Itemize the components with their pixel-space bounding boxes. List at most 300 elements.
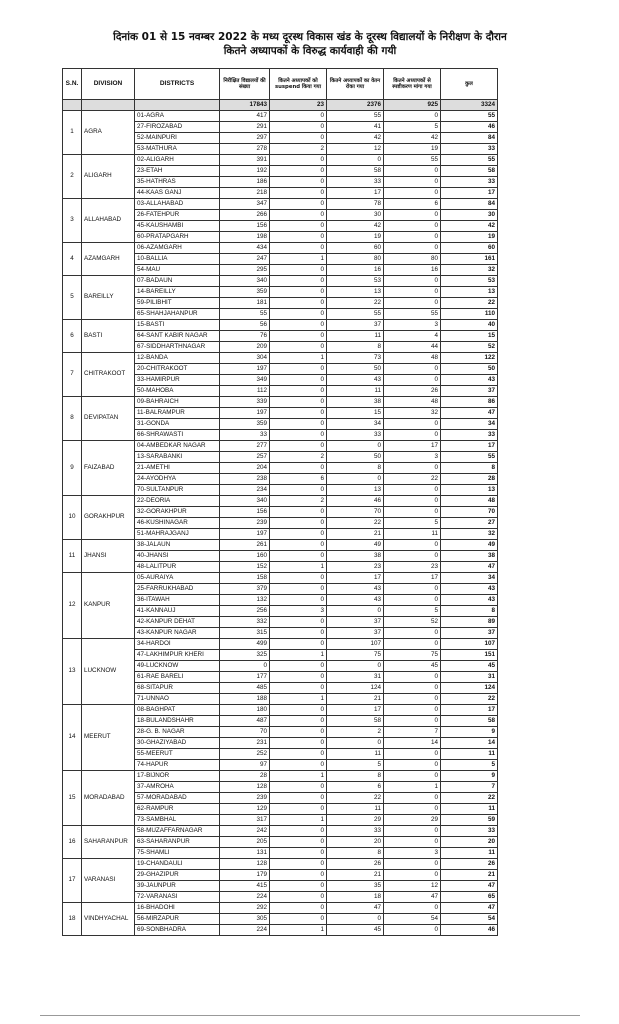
inspected-count: 295: [220, 265, 270, 276]
suspended-count: 0: [270, 463, 327, 474]
inspected-count: 257: [220, 452, 270, 463]
salary-stopped-count: 41: [327, 122, 384, 133]
inspected-count: 128: [220, 859, 270, 870]
row-total: 31: [441, 672, 498, 683]
inspected-count: 204: [220, 463, 270, 474]
table-row: [63, 496, 498, 507]
salary-stopped-count: 33: [327, 177, 384, 188]
district-name: 20-CHITRAKOOT: [135, 364, 220, 375]
table-row: [63, 771, 498, 782]
district-name: 42-KANPUR DEHAT: [135, 617, 220, 628]
explanation-count: 0: [384, 639, 441, 650]
suspended-count: 0: [270, 232, 327, 243]
inspected-count: 160: [220, 551, 270, 562]
district-name: 43-KANPUR NAGAR: [135, 628, 220, 639]
row-total: 13: [441, 287, 498, 298]
district-name: 17-BIJNOR: [135, 771, 220, 782]
salary-stopped-count: 0: [327, 738, 384, 749]
division-name: ALLAHABAD: [82, 199, 135, 243]
suspended-count: 0: [270, 782, 327, 793]
division-name: AZAMGARH: [82, 243, 135, 276]
district-name: 41-KANNAUJ: [135, 606, 220, 617]
suspended-count: 0: [270, 155, 327, 166]
row-total: 33: [441, 177, 498, 188]
suspended-count: 0: [270, 870, 327, 881]
row-total: 107: [441, 639, 498, 650]
suspended-count: 0: [270, 705, 327, 716]
suspended-count: 0: [270, 672, 327, 683]
inspected-count: 156: [220, 507, 270, 518]
suspended-count: 0: [270, 881, 327, 892]
explanation-count: 32: [384, 408, 441, 419]
inspected-count: 340: [220, 496, 270, 507]
division-name: ALIGARH: [82, 155, 135, 199]
inspected-count: 315: [220, 628, 270, 639]
division-sn: 7: [63, 353, 82, 397]
row-total: 21: [441, 870, 498, 881]
district-name: 45-KAUSHAMBI: [135, 221, 220, 232]
division-name: BASTI: [82, 320, 135, 353]
division-name: VARANASI: [82, 859, 135, 903]
salary-stopped-count: 19: [327, 232, 384, 243]
explanation-count: 0: [384, 210, 441, 221]
header-suspended: कितने अध्यापकों को suspend किया गया: [270, 69, 327, 100]
suspended-count: 0: [270, 276, 327, 287]
division-sn: 18: [63, 903, 82, 936]
suspended-count: 1: [270, 562, 327, 573]
explanation-count: 0: [384, 584, 441, 595]
table-row: [63, 353, 498, 364]
suspended-count: 0: [270, 298, 327, 309]
inspected-count: 278: [220, 144, 270, 155]
district-name: 33-HAMIRPUR: [135, 375, 220, 386]
explanation-count: 23: [384, 562, 441, 573]
salary-stopped-count: 38: [327, 397, 384, 408]
inspected-count: 158: [220, 573, 270, 584]
district-name: 74-HAPUR: [135, 760, 220, 771]
explanation-count: 0: [384, 166, 441, 177]
explanation-count: 0: [384, 221, 441, 232]
salary-stopped-count: 0: [327, 155, 384, 166]
explanation-count: 3: [384, 452, 441, 463]
row-total: 58: [441, 166, 498, 177]
row-total: 70: [441, 507, 498, 518]
row-total: 34: [441, 419, 498, 430]
explanation-count: 0: [384, 760, 441, 771]
row-total: 59: [441, 815, 498, 826]
inspection-table: [62, 68, 498, 936]
district-name: 04-AMBEDKAR NAGAR: [135, 441, 220, 452]
suspended-count: 0: [270, 507, 327, 518]
division-sn: 12: [63, 573, 82, 639]
inspected-count: 177: [220, 672, 270, 683]
suspended-count: 0: [270, 551, 327, 562]
division-sn: 3: [63, 199, 82, 243]
salary-stopped-count: 13: [327, 485, 384, 496]
division-sn: 11: [63, 540, 82, 573]
inspected-count: 97: [220, 760, 270, 771]
district-name: 18-BULANDSHAHR: [135, 716, 220, 727]
row-total: 43: [441, 584, 498, 595]
explanation-count: 42: [384, 133, 441, 144]
inspected-count: 391: [220, 155, 270, 166]
explanation-count: 0: [384, 496, 441, 507]
suspended-count: 0: [270, 760, 327, 771]
inspected-count: 209: [220, 342, 270, 353]
division-sn: 2: [63, 155, 82, 199]
table-body: [63, 111, 498, 936]
row-total: 17: [441, 705, 498, 716]
suspended-count: 0: [270, 617, 327, 628]
inspected-count: 131: [220, 848, 270, 859]
district-name: 51-MAHRAJGANJ: [135, 529, 220, 540]
district-name: 70-SULTANPUR: [135, 485, 220, 496]
inspected-count: 132: [220, 595, 270, 606]
header-sn: S.N.: [63, 69, 82, 100]
inspected-count: 234: [220, 485, 270, 496]
inspected-count: 347: [220, 199, 270, 210]
division-name: LUCKNOW: [82, 639, 135, 705]
salary-stopped-count: 26: [327, 859, 384, 870]
district-name: 61-RAE BARELI: [135, 672, 220, 683]
explanation-count: 80: [384, 254, 441, 265]
row-total: 49: [441, 540, 498, 551]
suspended-count: 0: [270, 331, 327, 342]
suspended-count: 0: [270, 628, 327, 639]
inspected-count: 292: [220, 903, 270, 914]
salary-stopped-count: 38: [327, 551, 384, 562]
inspected-count: 152: [220, 562, 270, 573]
table-row: [63, 441, 498, 452]
salary-stopped-count: 6: [327, 782, 384, 793]
suspended-count: 0: [270, 364, 327, 375]
explanation-count: 3: [384, 320, 441, 331]
salary-stopped-count: 33: [327, 826, 384, 837]
salary-stopped-count: 0: [327, 914, 384, 925]
explanation-count: 54: [384, 914, 441, 925]
table-row: [63, 199, 498, 210]
explanation-count: 7: [384, 727, 441, 738]
explanation-count: 0: [384, 925, 441, 936]
row-total: 37: [441, 386, 498, 397]
explanation-count: 0: [384, 276, 441, 287]
salary-stopped-count: 11: [327, 804, 384, 815]
table-row: [63, 540, 498, 551]
district-name: 47-LAKHIMPUR KHERI: [135, 650, 220, 661]
suspended-count: 0: [270, 287, 327, 298]
suspended-count: 2: [270, 452, 327, 463]
district-name: 25-FARRUKHABAD: [135, 584, 220, 595]
row-total: 33: [441, 826, 498, 837]
table-row: [63, 276, 498, 287]
suspended-count: 0: [270, 793, 327, 804]
explanation-count: 12: [384, 881, 441, 892]
inspected-count: 252: [220, 749, 270, 760]
inspected-count: 0: [220, 661, 270, 672]
row-total: 47: [441, 881, 498, 892]
suspended-count: 0: [270, 727, 327, 738]
explanation-count: 0: [384, 375, 441, 386]
district-name: 72-VARANASI: [135, 892, 220, 903]
row-total: 55: [441, 452, 498, 463]
explanation-count: 0: [384, 540, 441, 551]
row-total: 43: [441, 375, 498, 386]
row-total: 22: [441, 298, 498, 309]
district-name: 60-PRATAPGARH: [135, 232, 220, 243]
district-name: 50-MAHOBA: [135, 386, 220, 397]
suspended-count: 0: [270, 221, 327, 232]
suspended-count: 0: [270, 188, 327, 199]
division-name: VINDHYACHAL: [82, 903, 135, 936]
district-name: 23-ETAH: [135, 166, 220, 177]
salary-stopped-count: 78: [327, 199, 384, 210]
district-name: 55-MEERUT: [135, 749, 220, 760]
district-name: 37-AMROHA: [135, 782, 220, 793]
row-total: 37: [441, 628, 498, 639]
table-row: [63, 705, 498, 716]
division-name: SAHARANPUR: [82, 826, 135, 859]
district-name: 53-MATHURA: [135, 144, 220, 155]
explanation-count: 0: [384, 771, 441, 782]
district-name: 58-MUZAFFARNAGAR: [135, 826, 220, 837]
district-name: 26-FATEHPUR: [135, 210, 220, 221]
inspected-count: 261: [220, 540, 270, 551]
division-name: FAIZABAD: [82, 441, 135, 496]
suspended-count: 1: [270, 771, 327, 782]
suspended-count: 1: [270, 694, 327, 705]
division-sn: 15: [63, 771, 82, 826]
salary-stopped-count: 15: [327, 408, 384, 419]
inspected-count: 198: [220, 232, 270, 243]
salary-stopped-count: 8: [327, 771, 384, 782]
division-name: CHITRAKOOT: [82, 353, 135, 397]
inspected-count: 188: [220, 694, 270, 705]
explanation-count: 0: [384, 298, 441, 309]
suspended-count: 0: [270, 848, 327, 859]
explanation-count: 0: [384, 364, 441, 375]
row-total: 32: [441, 265, 498, 276]
table-row: [63, 826, 498, 837]
salary-stopped-count: 12: [327, 144, 384, 155]
explanation-count: 45: [384, 661, 441, 672]
title-line-1: दिनांक 01 से 15 नवम्बर 2022 के मध्य दूरस्थ विकास खंड के दूरस्थ विद्यालयों के निरीक्षण के दौरान: [113, 31, 507, 43]
salary-stopped-count: 75: [327, 650, 384, 661]
row-total: 52: [441, 342, 498, 353]
row-total: 46: [441, 925, 498, 936]
salary-stopped-count: 124: [327, 683, 384, 694]
table-row: [63, 320, 498, 331]
suspended-count: 0: [270, 408, 327, 419]
district-name: 36-ITAWAH: [135, 595, 220, 606]
row-total: 65: [441, 892, 498, 903]
explanation-count: 5: [384, 518, 441, 529]
suspended-count: 0: [270, 518, 327, 529]
explanation-count: 14: [384, 738, 441, 749]
row-total: 46: [441, 122, 498, 133]
row-total: 11: [441, 749, 498, 760]
district-name: 21-AMETHI: [135, 463, 220, 474]
row-total: 33: [441, 144, 498, 155]
row-total: 19: [441, 232, 498, 243]
inspected-count: 325: [220, 650, 270, 661]
explanation-count: 5: [384, 122, 441, 133]
row-total: 47: [441, 903, 498, 914]
row-total: 161: [441, 254, 498, 265]
salary-stopped-count: 58: [327, 166, 384, 177]
explanation-count: 6: [384, 199, 441, 210]
district-name: 22-DEORIA: [135, 496, 220, 507]
inspected-count: 205: [220, 837, 270, 848]
row-total: 28: [441, 474, 498, 485]
salary-stopped-count: 11: [327, 331, 384, 342]
explanation-count: 0: [384, 870, 441, 881]
salary-stopped-count: 8: [327, 342, 384, 353]
salary-stopped-count: 31: [327, 672, 384, 683]
district-name: 73-SAMBHAL: [135, 815, 220, 826]
salary-stopped-count: 18: [327, 892, 384, 903]
inspected-count: 70: [220, 727, 270, 738]
salary-stopped-count: 55: [327, 309, 384, 320]
district-name: 28-G. B. NAGAR: [135, 727, 220, 738]
explanation-count: 0: [384, 804, 441, 815]
salary-stopped-count: 21: [327, 529, 384, 540]
explanation-count: 0: [384, 826, 441, 837]
suspended-count: 0: [270, 837, 327, 848]
salary-stopped-count: 0: [327, 606, 384, 617]
inspected-count: 33: [220, 430, 270, 441]
totals-row: [63, 100, 498, 111]
explanation-count: 5: [384, 606, 441, 617]
suspended-count: 0: [270, 320, 327, 331]
division-sn: 6: [63, 320, 82, 353]
table-row: [63, 397, 498, 408]
explanation-count: 1: [384, 782, 441, 793]
district-name: 75-SHAMLI: [135, 848, 220, 859]
total-suspended: 23: [270, 100, 327, 111]
district-name: 14-BAREILLY: [135, 287, 220, 298]
row-total: 122: [441, 353, 498, 364]
row-total: 47: [441, 562, 498, 573]
district-name: 34-HARDOI: [135, 639, 220, 650]
inspected-count: 242: [220, 826, 270, 837]
salary-stopped-count: 46: [327, 496, 384, 507]
salary-stopped-count: 42: [327, 221, 384, 232]
division-name: AGRA: [82, 111, 135, 155]
district-name: 44-KAAS GANJ: [135, 188, 220, 199]
division-sn: 4: [63, 243, 82, 276]
district-name: 27-FIROZABAD: [135, 122, 220, 133]
explanation-count: 0: [384, 232, 441, 243]
suspended-count: 0: [270, 903, 327, 914]
row-total: 54: [441, 914, 498, 925]
salary-stopped-count: 2: [327, 727, 384, 738]
row-total: 14: [441, 738, 498, 749]
header-explanation-sought: कितने अध्यापकों से स्पष्टीकरण मांगा गया: [384, 69, 441, 100]
salary-stopped-count: 80: [327, 254, 384, 265]
district-name: 46-KUSHINAGAR: [135, 518, 220, 529]
suspended-count: 0: [270, 177, 327, 188]
inspected-count: 247: [220, 254, 270, 265]
inspected-count: 129: [220, 804, 270, 815]
row-total: 50: [441, 364, 498, 375]
explanation-count: 48: [384, 397, 441, 408]
suspended-count: 0: [270, 573, 327, 584]
explanation-count: 0: [384, 859, 441, 870]
row-total: 84: [441, 133, 498, 144]
row-total: 9: [441, 727, 498, 738]
explanation-count: 0: [384, 837, 441, 848]
header-total: कुल: [441, 69, 498, 100]
explanation-count: 3: [384, 848, 441, 859]
row-total: 17: [441, 441, 498, 452]
salary-stopped-count: 55: [327, 111, 384, 122]
salary-stopped-count: 35: [327, 881, 384, 892]
district-name: 49-LUCKNOW: [135, 661, 220, 672]
salary-stopped-count: 20: [327, 837, 384, 848]
district-name: 38-JALAUN: [135, 540, 220, 551]
row-total: 22: [441, 793, 498, 804]
district-name: 12-BANDA: [135, 353, 220, 364]
salary-stopped-count: 16: [327, 265, 384, 276]
district-name: 64-SANT KABIR NAGAR: [135, 331, 220, 342]
explanation-count: 19: [384, 144, 441, 155]
salary-stopped-count: 45: [327, 925, 384, 936]
district-name: 68-SITAPUR: [135, 683, 220, 694]
suspended-count: 0: [270, 683, 327, 694]
explanation-count: 0: [384, 749, 441, 760]
suspended-count: 0: [270, 892, 327, 903]
division-name: JHANSI: [82, 540, 135, 573]
suspended-count: 0: [270, 661, 327, 672]
suspended-count: 0: [270, 485, 327, 496]
salary-stopped-count: 13: [327, 287, 384, 298]
inspected-count: 218: [220, 188, 270, 199]
explanation-count: 22: [384, 474, 441, 485]
inspected-count: 266: [220, 210, 270, 221]
inspected-count: 231: [220, 738, 270, 749]
inspected-count: 277: [220, 441, 270, 452]
salary-stopped-count: 49: [327, 540, 384, 551]
row-total: 48: [441, 496, 498, 507]
explanation-count: 0: [384, 507, 441, 518]
table-row: [63, 111, 498, 122]
row-total: 15: [441, 331, 498, 342]
salary-stopped-count: 17: [327, 188, 384, 199]
row-total: 53: [441, 276, 498, 287]
header-division: DIVISION: [82, 69, 135, 100]
inspected-count: 179: [220, 870, 270, 881]
suspended-count: 0: [270, 584, 327, 595]
district-name: 40-JHANSI: [135, 551, 220, 562]
district-name: 01-AGRA: [135, 111, 220, 122]
salary-stopped-count: 42: [327, 133, 384, 144]
suspended-count: 0: [270, 804, 327, 815]
explanation-count: 0: [384, 672, 441, 683]
salary-stopped-count: 37: [327, 628, 384, 639]
inspected-count: 499: [220, 639, 270, 650]
suspended-count: 0: [270, 419, 327, 430]
page-title: [60, 30, 560, 58]
district-name: 09-BAHRAICH: [135, 397, 220, 408]
salary-stopped-count: 53: [327, 276, 384, 287]
inspected-count: 349: [220, 375, 270, 386]
row-total: 58: [441, 716, 498, 727]
suspended-count: 1: [270, 254, 327, 265]
district-name: 63-SAHARANPUR: [135, 837, 220, 848]
suspended-count: 0: [270, 133, 327, 144]
row-total: 26: [441, 859, 498, 870]
inspected-count: 186: [220, 177, 270, 188]
